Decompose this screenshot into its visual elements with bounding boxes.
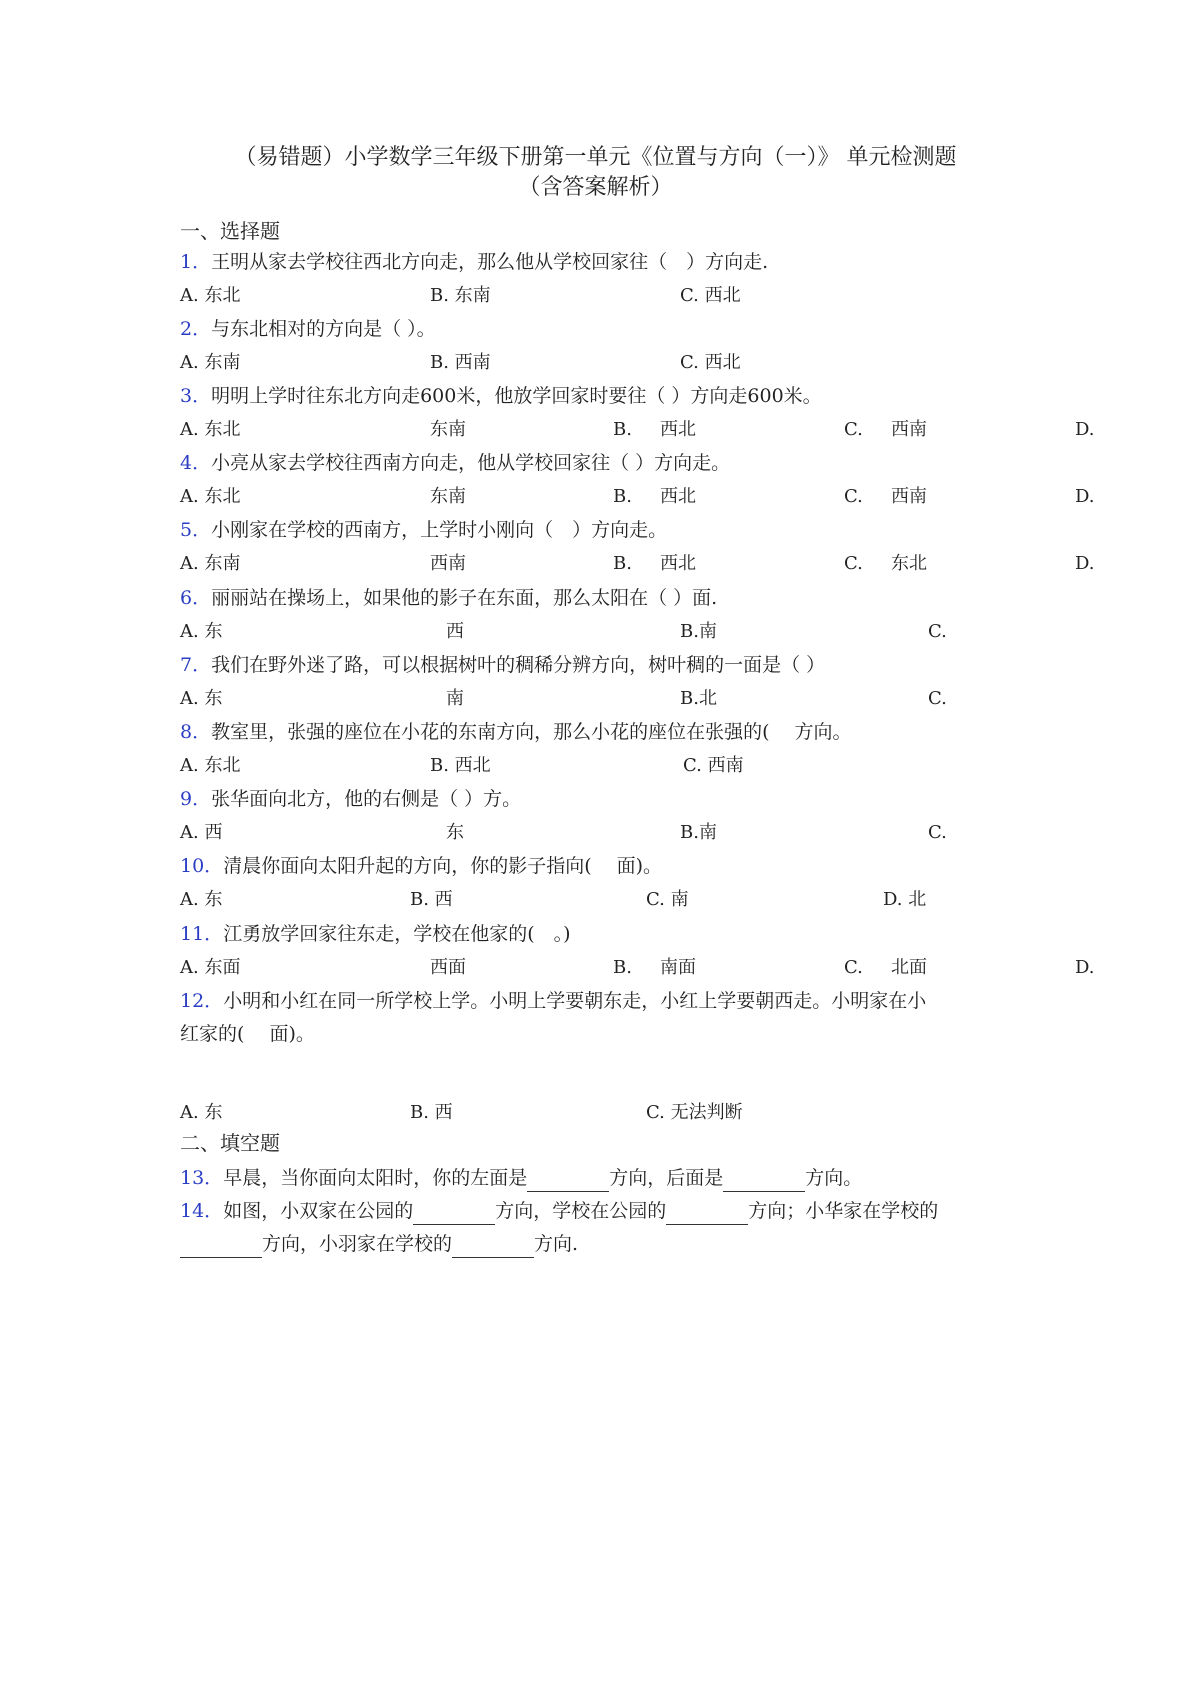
question-6 [180,585,717,611]
question-text: 方向，后面是 [609,1167,724,1189]
option-a: A. 东 [180,889,223,910]
option-c: C. [928,822,947,843]
option-a: A. 东北 [180,486,241,507]
option-c: C. [928,688,947,709]
question-text: 江勇放学回家往东走，学校在他家的( 。) [223,923,571,945]
question-7 [180,652,825,678]
question-number: 2． [180,318,212,340]
option-a: A. 东北 [180,419,241,440]
option-a: A. 东南 [180,352,241,373]
option-text: 东 [446,822,464,843]
answer-blank[interactable] [527,1165,609,1192]
option-text: 西 [446,621,464,642]
option-text: 西北 [660,553,696,574]
option-c: C. 西北 [680,285,741,306]
question-text: 教室里，张强的座位在小花的东南方向，那么小花的座位在张强的( 方向。 [211,721,852,743]
question-text: 如图，小双家在公园的 [223,1200,414,1222]
option-d: D. [1075,419,1095,440]
option-text: 西南 [891,419,927,440]
question-13 [180,1165,862,1192]
option-text: 南面 [660,957,696,978]
question-text: 小明和小红在同一所学校上学。小明上学要朝东走，小红上学要朝西走。小明家在小 [223,990,927,1012]
question-4 [180,450,730,476]
answer-blank[interactable] [452,1231,534,1258]
question-text: 方向，小羽家在学校的 [262,1233,453,1255]
option-c: C. 西南 [683,755,744,776]
question-text: 王明从家去学校往西北方向走，那么他从学校回家往（ ）方向走. [211,251,769,273]
option-text: 东北 [891,553,927,574]
option-c: C. [928,621,947,642]
question-number: 13． [180,1167,224,1189]
option-c: C. [844,419,863,440]
question-number: 6． [180,587,212,609]
option-d: D. [1075,486,1095,507]
question-text: 方向，学校在公园的 [495,1200,667,1222]
option-text: 西北 [660,486,696,507]
question-14-continued [180,1231,578,1258]
question-number: 7． [180,654,212,676]
question-text: 早晨，当你面向太阳时，你的左面是 [223,1167,528,1189]
question-8 [180,719,852,745]
question-text: 方向. [534,1233,579,1255]
option-c: C. [844,957,863,978]
option-b: B. 西 [410,889,453,910]
page-title: （易错题）小学数学三年级下册第一单元《位置与方向（一）》 单元检测题 [234,145,957,170]
question-14 [180,1198,938,1225]
option-c: C. 无法判断 [646,1102,743,1123]
question-number: 10． [180,855,224,877]
option-c: C. 西北 [680,352,741,373]
option-c: C. [844,486,863,507]
question-number: 3． [180,385,212,407]
option-text: 西南 [430,553,466,574]
question-text: 方向。 [805,1167,863,1189]
option-b: B. [613,553,632,574]
question-3 [180,383,822,409]
option-b: B. [613,957,632,978]
question-2 [180,316,436,342]
option-text: 西南 [891,486,927,507]
question-12-continued [180,1021,315,1047]
option-b: B. 东南 [430,285,491,306]
question-text: 与东北相对的方向是（ ）。 [211,318,436,340]
option-c: C. [844,553,863,574]
question-text: 我们在野外迷了路，可以根据树叶的稠稀分辨方向，树叶稠的一面是（ ） [211,654,826,676]
question-text: 红家的( 面)。 [180,1023,315,1045]
question-number: 5． [180,519,212,541]
option-a: A. 东南 [180,553,241,574]
question-number: 14． [180,1200,224,1222]
question-number: 1． [180,251,212,273]
option-a: A. 东面 [180,957,241,978]
answer-blank[interactable] [666,1198,748,1225]
option-text: 西北 [660,419,696,440]
question-text: 小亮从家去学校往西南方向走，他从学校回家往（ ）方向走。 [211,452,731,474]
option-text: 东南 [430,419,466,440]
question-11 [180,921,571,947]
option-b: B. [613,419,632,440]
option-d: D. [1075,957,1095,978]
option-d: D. [1075,553,1095,574]
question-number: 4． [180,452,212,474]
question-10 [180,853,662,879]
option-text: 东南 [430,486,466,507]
option-a: A. 东 [180,688,223,709]
option-a: A. 东 [180,621,223,642]
section-heading-fill: 二、填空题 [180,1131,280,1155]
option-b: B. 西南 [430,352,491,373]
answer-blank[interactable] [723,1165,805,1192]
question-1 [180,249,768,275]
option-d: D. 北 [883,889,927,910]
question-12 [180,988,926,1014]
option-text: 南 [446,688,464,709]
question-text: 明明上学时往东北方向走600米，他放学回家时要往（ ）方向走600米。 [211,385,822,407]
option-text: 北面 [891,957,927,978]
option-b: B. [613,486,632,507]
answer-blank[interactable] [413,1198,495,1225]
option-c: C. 南 [646,889,689,910]
option-b: B.南 [680,822,717,843]
option-text: 西面 [430,957,466,978]
option-a: A. 西 [180,822,223,843]
option-b: B. 西北 [430,755,491,776]
page-subtitle: （含答案解析） [518,175,673,200]
option-b: B.北 [680,688,717,709]
question-text: 清晨你面向太阳升起的方向，你的影子指向( 面)。 [223,855,663,877]
option-a: A. 东北 [180,285,241,306]
question-text: 方向；小华家在学校的 [748,1200,939,1222]
option-a: A. 东 [180,1102,223,1123]
question-number: 11． [180,923,224,945]
question-text: 丽丽站在操场上，如果他的影子在东面，那么太阳在（ ）面. [211,587,718,609]
question-number: 9． [180,788,212,810]
question-text: 小刚家在学校的西南方，上学时小刚向（ ）方向走。 [211,519,668,541]
section-heading-choice: 一、选择题 [180,219,280,243]
question-9 [180,786,521,812]
option-b: B.南 [680,621,717,642]
question-5 [180,517,667,543]
answer-blank[interactable] [180,1231,262,1258]
option-b: B. 西 [410,1102,453,1123]
question-number: 12． [180,990,224,1012]
question-text: 张华面向北方，他的右侧是（ ）方。 [211,788,522,810]
option-a: A. 东北 [180,755,241,776]
question-number: 8． [180,721,212,743]
